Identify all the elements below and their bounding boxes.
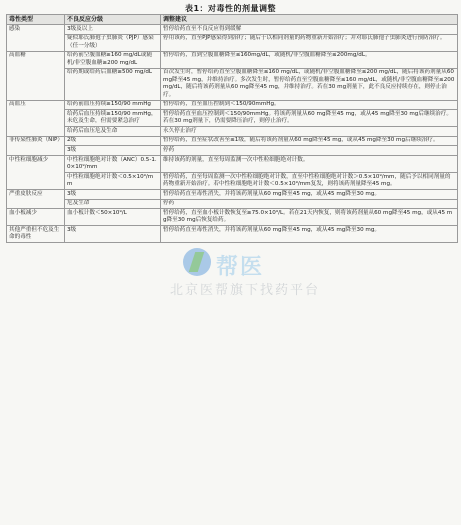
- table-row: [7, 146, 458, 156]
- advice-cell: 永久停止治疗: [161, 127, 458, 137]
- grade-cell: 3级: [65, 146, 161, 156]
- grade-cell: 2级: [65, 136, 161, 146]
- toxicity-type-cell: 感染: [7, 25, 65, 52]
- grade-cell: 3级及以上: [65, 25, 161, 35]
- table-row: [7, 34, 458, 51]
- table-row: [7, 155, 458, 172]
- table-header-row: [7, 15, 458, 25]
- dose-adjustment-table: [6, 14, 458, 243]
- advice-cell: 停药: [161, 146, 458, 156]
- advice-cell: 首次发生时，暂停给药直至空腹血糖降至≤160 mg/dL，或随机/非空腹血糖降至≤200 mg/dL，随后将该药剂量从60 mg降至45 mg，并维持治疗。多次发生时，暂停给药直至空腹血糖降至≤160 mg/dL，或随机/非空腹血糖降至≤200 mg/dL，随后将该药剂量从60 mg降至45 mg，并维持治疗。若在30 mg剂量下，此不良反应持续存在，则停止治疗。: [161, 68, 458, 100]
- grade-cell: 危及生命: [65, 199, 161, 209]
- header-adverse-grade: 不良反应分级: [65, 15, 161, 25]
- watermark-logo-icon: [183, 248, 211, 276]
- grade-cell: 中性粒细胞绝对计数（ANC）0.5-1.0×10⁹/mm: [65, 155, 161, 172]
- header-toxicity-type: 毒性类型: [7, 15, 65, 25]
- advice-cell: 暂停给药，直至血压控制到＜150/90mmHg。: [161, 100, 458, 110]
- grade-cell: 疑似耶氏肺孢子虫肺炎（PJP）感染（任一分级）: [65, 34, 161, 51]
- grade-cell: 血小板计数＜50×10⁹/L: [65, 209, 161, 226]
- advice-cell: 暂停给药，直至症状改善至≤1级，随后将该药剂量从60 mg降至45 mg，或从45 mg降至30 mg后继续治疗。: [161, 136, 458, 146]
- advice-cell: 停用该药，直至PJP感染得到治疗；随后于以相同剂量的药物重新开始治疗；并对耶氏肺孢子虫肺炎进行预防治疗。: [161, 34, 458, 51]
- advice-cell: 暂停给药直至不良反应得到缓解: [161, 25, 458, 35]
- grade-cell: 中性粒细胞绝对计数＜0.5×10⁹/mm: [65, 172, 161, 189]
- advice-cell: 维持该药的剂量，直至每周监测一次中性粒细胞绝对计数。: [161, 155, 458, 172]
- table-row: [7, 127, 458, 137]
- toxicity-type-cell: 高血压: [7, 100, 65, 136]
- advice-cell: 停药: [161, 199, 458, 209]
- table-title: 表1：对毒性的剂量调整: [184, 4, 277, 13]
- header-adjustment-advice: 调整建议: [161, 15, 458, 25]
- toxicity-type-cell: 非传染性肺炎（NIP）: [7, 136, 65, 155]
- table-row: [7, 25, 458, 35]
- table-row: [7, 100, 458, 110]
- grade-cell: 给药后血压危及生命: [65, 127, 161, 137]
- toxicity-type-cell: 严重皮肤反应: [7, 189, 65, 208]
- toxicity-type-cell: 血小板减少: [7, 209, 65, 226]
- grade-cell: 给药前空腹血糖≥160 mg/dL或随机/非空腹血糖≥200 mg/dL: [65, 51, 161, 68]
- toxicity-type-cell: 其他严重但不危及生命的毒性: [7, 226, 65, 243]
- grade-cell: 3级: [65, 226, 161, 243]
- advice-cell: 暂停给药，直到空腹血糖降至≤160mg/dL，或随机/非空腹血糖降至≤200mg/dL。: [161, 51, 458, 68]
- table-row: [7, 199, 458, 209]
- advice-cell: 暂停给药，直至每周监测一次中性粒细胞绝对计数，直至中性粒细胞绝对计数＞0.5×10⁹/mm，随后予以相同剂量的药物重新开始治疗。若中性粒细胞绝对计数＜0.5×10⁹/mm复发，则将该药剂量降至45 mg。: [161, 172, 458, 189]
- table-row: [7, 68, 458, 100]
- watermark-brand: 帮医: [216, 255, 265, 280]
- table-row: [7, 189, 458, 199]
- watermark-slogan: 北京医帮旗下找药平台: [170, 283, 321, 298]
- grade-cell: 3级: [65, 189, 161, 199]
- grade-cell: 给药后血压持续≥150/90 mmHg，未危及生命，但需要紧急治疗: [65, 110, 161, 127]
- table-row: [7, 110, 458, 127]
- table-row: [7, 51, 458, 68]
- table-row: [7, 172, 458, 189]
- advice-cell: 暂停给药，直至血小板计数恢复至≥75.0×10⁹/L。若在21天内恢复，则将该药剂量从60 mg降至45 mg，或从45 mg降至30 mg后恢复给药。: [161, 209, 458, 226]
- toxicity-type-cell: 高血糖: [7, 51, 65, 100]
- table-row: [7, 226, 458, 243]
- advice-cell: 暂停给药直至血压控制到＜150/90mmHg。将该药剂量从60 mg降至45 mg，或从45 mg降至30 mg后继续治疗。若在30 mg剂量下，仍需要降压治疗，则停止治疗。: [161, 110, 458, 127]
- grade-cell: 给药期或给药后血糖≥500 mg/dL: [65, 68, 161, 100]
- advice-cell: 暂停给药直至毒性消失，并将该药剂量从60 mg降至45 mg，或从45 mg降至30 mg。: [161, 189, 458, 199]
- grade-cell: 给药前血压持续≥150/90 mmHg: [65, 100, 161, 110]
- toxicity-type-cell: 中性粒细胞减少: [7, 155, 65, 189]
- advice-cell: 暂停给药直至毒性消失，并将该药剂量从60 mg降至45 mg，或从45 mg降至30 mg。: [161, 226, 458, 243]
- table-row: [7, 209, 458, 226]
- table-row: [7, 136, 458, 146]
